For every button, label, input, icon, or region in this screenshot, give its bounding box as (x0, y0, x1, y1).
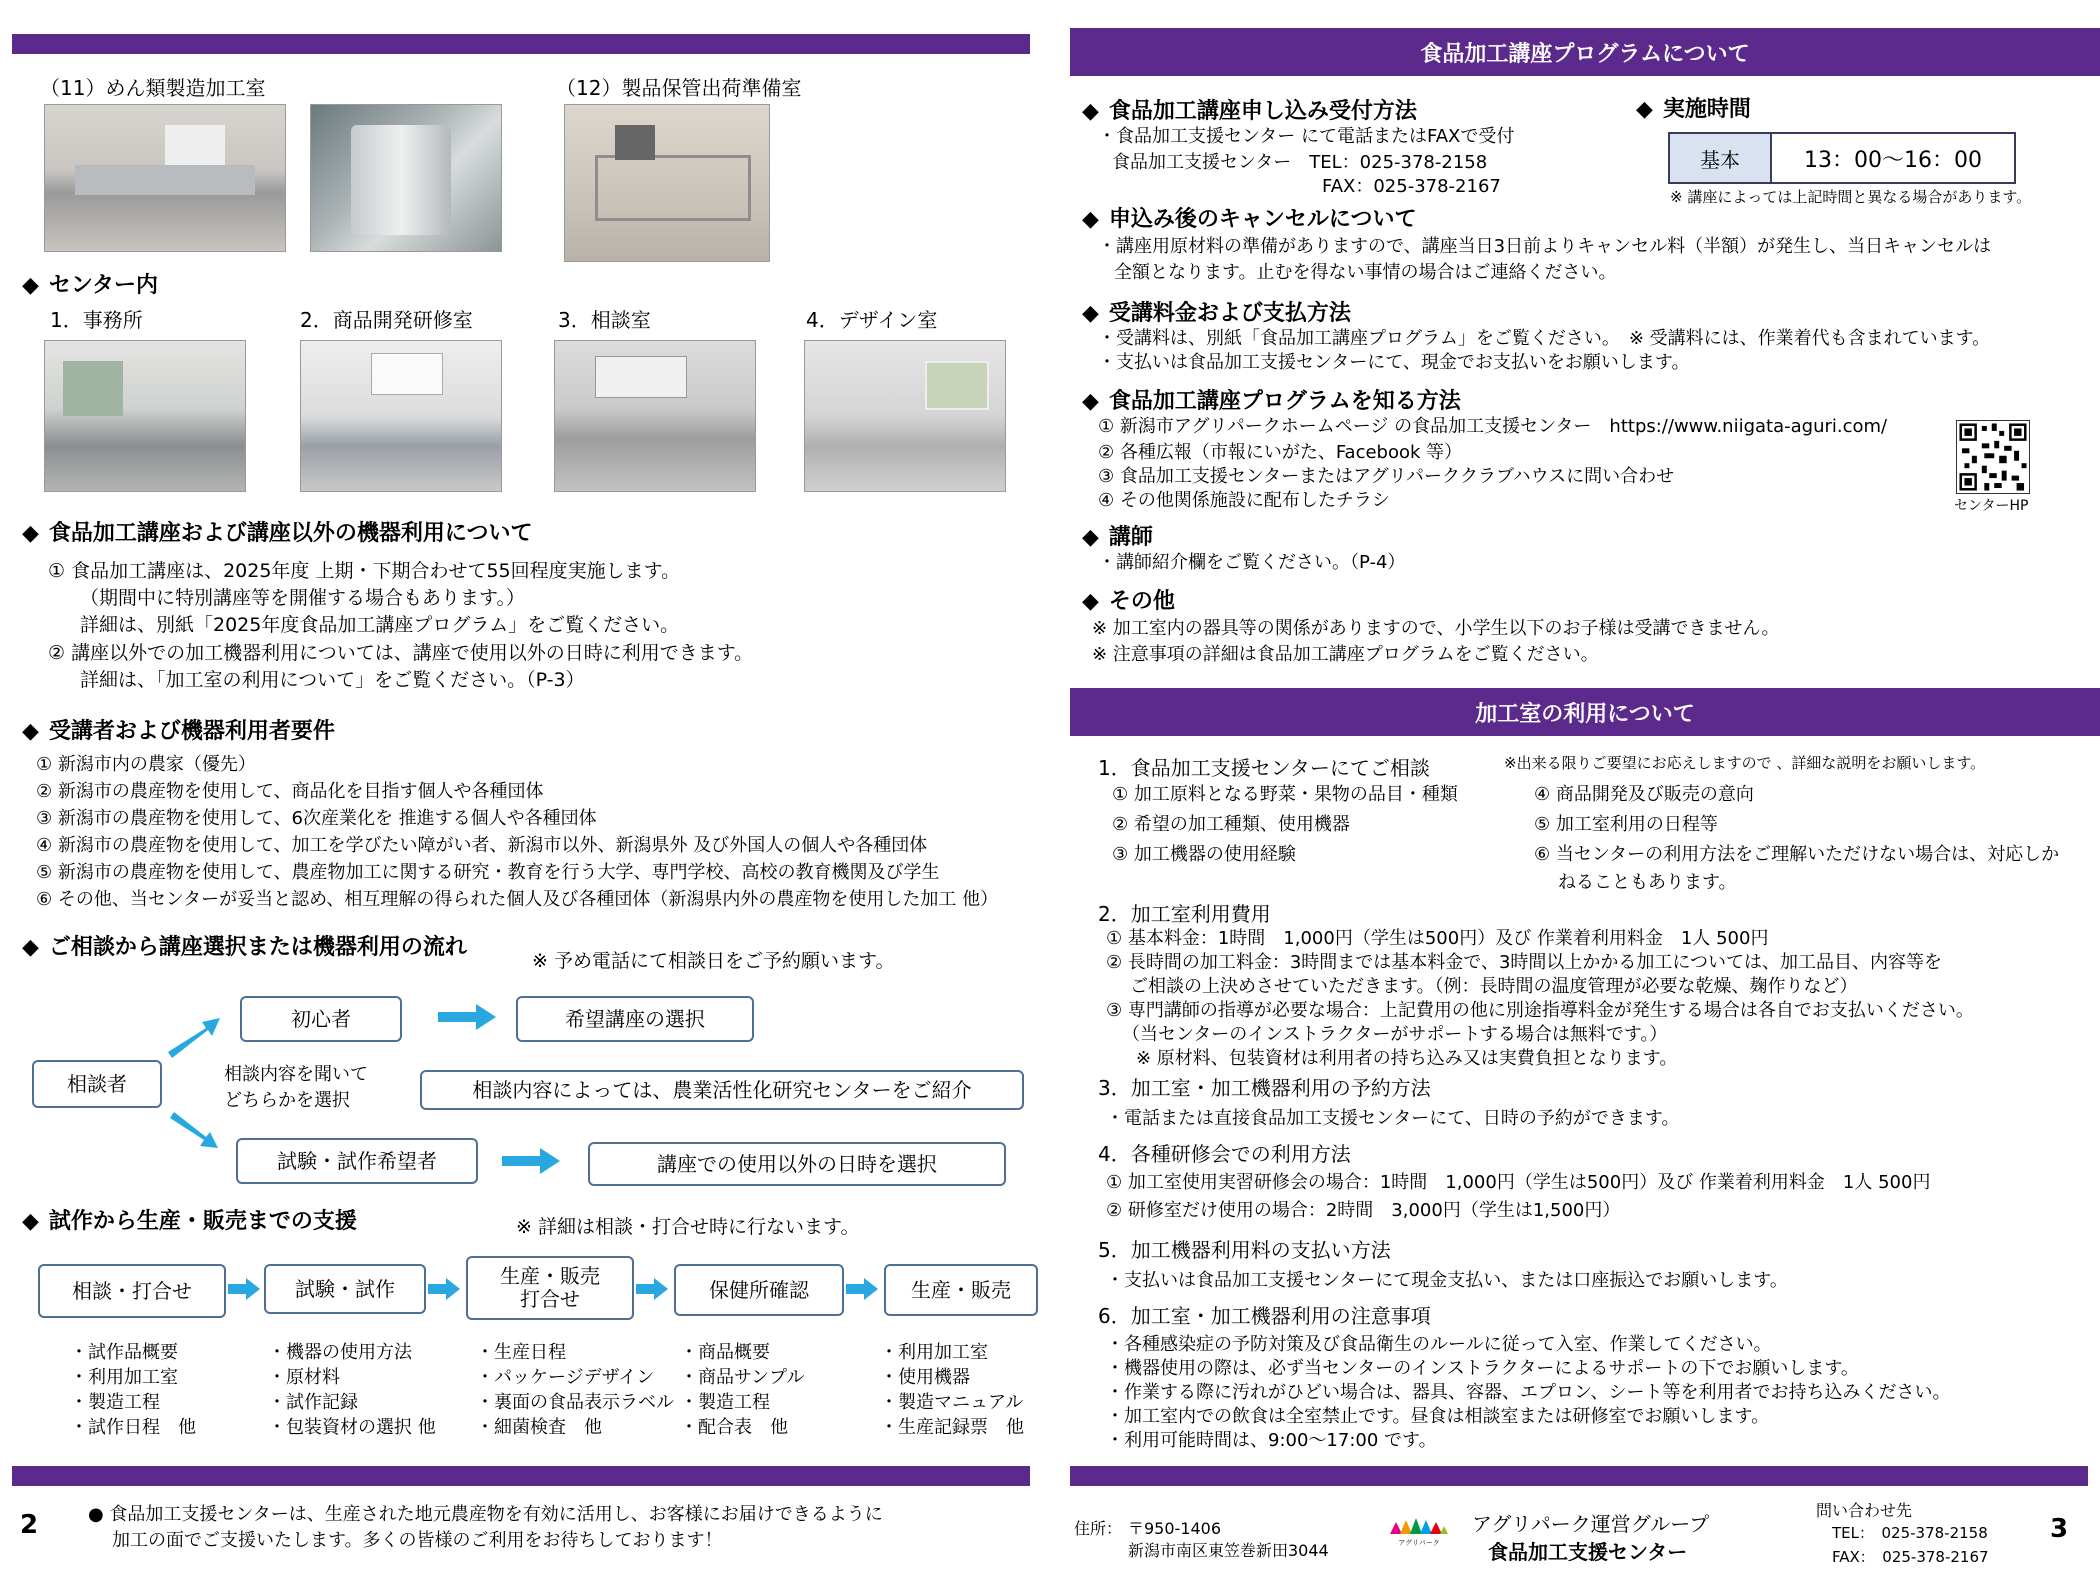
s1-line-3: 詳細は、別紙「2025年度食品加工講座プログラム」をご覧ください。 (80, 614, 680, 636)
section-cancel-title: ◆ 申込み後のキャンセルについて (1082, 207, 1417, 232)
s2-line-2: ② 新潟市の農産物を使用して、商品化を目指す個人や各種団体 (36, 781, 544, 802)
qr-code-icon[interactable] (1956, 420, 2030, 494)
section-equipment-title: ◆ 食品加工講座および講座以外の機器利用について (22, 521, 533, 546)
section-fee-title: ◆ 受講料金および支払方法 (1082, 301, 1351, 326)
bottom-bar-right (1070, 1466, 2088, 1486)
step5-item: ・利用加工室 (880, 1342, 988, 1363)
page-number-right: 3 (2050, 1514, 2069, 1544)
step2-item: ・原材料 (268, 1367, 340, 1388)
cost-line-2: ② 長時間の加工料金：3時間までは基本料金で、3時間以上かかる加工については、加工品目、内容等を (1106, 952, 1943, 973)
info-line-4: ④ その他関係施設に配布したチラシ (1098, 490, 1390, 511)
agripark-logo-icon (1386, 1512, 1452, 1548)
flow-select-text-1: 相談内容を聞いて (224, 1064, 368, 1085)
caution-title: 6．加工室・加工機器利用の注意事項 (1098, 1304, 1431, 1328)
s1-line-2: （期間中に特別講座等を開催する場合もあります。） (80, 587, 525, 609)
caution-line-2: ・機器使用の際は、必ず当センターのインストラクターによるサポートの下でお願いします。 (1106, 1358, 1859, 1379)
step-items-2 (268, 1340, 436, 1440)
s2-line-1: ① 新潟市内の農家（優先） (36, 754, 256, 775)
step1-item: ・製造工程 (70, 1392, 160, 1413)
application-line-1: ・食品加工支援センター にて電話またはFAXで受付 (1098, 126, 1515, 147)
consult-right-2: ⑤ 加工室利用の日程等 (1534, 814, 1718, 835)
flow-note: ※ 予め電話にて相談日をご予約願います。 (532, 950, 895, 972)
section-requirements-title: ◆ 受講者および機器利用者要件 (22, 719, 335, 744)
step3-item: ・パッケージデザイン (476, 1367, 655, 1388)
s1-line-1: ① 食品加工講座は、2025年度 上期・下期合わせて55回程度実施します。 (48, 560, 681, 582)
step-consult-box: 相談・打合せ (38, 1264, 226, 1318)
section-flow-title: ◆ ご相談から講座選択または機器利用の流れ (22, 935, 467, 960)
bottom-bar-left (12, 1466, 1030, 1486)
caution-line-5: ・利用可能時間は、9:00～17:00 です。 (1106, 1430, 1437, 1451)
reservation-line: ・電話または直接食品加工支援センターにて、日時の予約ができます。 (1106, 1108, 1680, 1129)
flow-select-course-box: 希望講座の選択 (516, 996, 754, 1042)
step-arrow-icon-4 (846, 1278, 878, 1300)
cost-line-6: ※ 原材料、包装資材は利用者の持ち込み又は実費負担となります。 (1136, 1048, 1678, 1069)
step5-item: ・生産記録票 他 (880, 1417, 1024, 1438)
org-name-1: アグリパーク運営グループ (1472, 1512, 1710, 1536)
flow-select-text-2: どちらかを選択 (224, 1090, 350, 1111)
step3-item: ・生産日程 (476, 1342, 566, 1363)
room-label-3: 3．相談室 (558, 308, 651, 332)
time-value: 13：00～16：00 (1804, 147, 1982, 173)
caption-noodle-room: （11）めん類製造加工室 (40, 76, 266, 100)
room-label-1: 1．事務所 (50, 308, 143, 332)
instructor-line: ・講師紹介欄をご覧ください。（P-4） (1098, 552, 1406, 573)
flow-beginner-box: 初心者 (240, 996, 402, 1042)
caution-line-3: ・作業する際に汚れがひどい場合は、器具、容器、エプロン、シート等を利用者でお持ち込みください。 (1106, 1382, 1951, 1403)
consult-right-1: ④ 商品開発及び販売の意向 (1534, 784, 1754, 805)
footer-line-1: ● 食品加工支援センターは、生産された地元農産物を有効に活用し、お客様にお届けできるように (88, 1504, 883, 1525)
page-number-left: 2 (20, 1510, 39, 1540)
step-items-4 (680, 1340, 804, 1440)
training-line-2: ② 研修室だけ使用の場合：2時間 3,000円（学生は1,500円） (1106, 1200, 1621, 1221)
header-processing-room: 加工室の利用について (1070, 688, 2100, 736)
step2-item: ・試作記録 (268, 1392, 358, 1413)
s1-line-4: ② 講座以外での加工機器利用については、講座で使用以外の日時に利用できます。 (48, 642, 754, 664)
s2-line-5: ⑤ 新潟市の農産物を使用して、農産物加工に関する研究・教育を行う大学、専門学校、高校の教育機関及び学生 (36, 862, 940, 883)
cost-line-4: ③ 専門講師の指導が必要な場合：上記費用の他に別途指導料金が発生する場合は各自でお支払いください。 (1106, 1000, 1974, 1021)
contact-tel: TEL： 025-378-2158 (1832, 1524, 1988, 1542)
step2-item: ・包装資材の選択 他 (268, 1417, 436, 1438)
header-program: 食品加工講座プログラムについて (1070, 28, 2100, 76)
section-application-title: ◆ 食品加工講座申し込み受付方法 (1082, 99, 1417, 124)
step3-item: ・細菌検査 他 (476, 1417, 602, 1438)
step-production-meeting-line-2: 打合せ (520, 1287, 580, 1311)
consult-right-4: ねることもあります。 (1558, 872, 1737, 893)
reservation-title: 3．加工室・加工機器利用の予約方法 (1098, 1076, 1431, 1100)
logo-text: アグリパーク (1398, 1539, 1440, 1547)
org-name-2: 食品加工支援センター (1488, 1540, 1688, 1564)
step5-item: ・製造マニュアル (880, 1392, 1024, 1413)
info-line-2: ② 各種広報（市報にいがた、Facebook 等） (1098, 442, 1463, 463)
section-support-title: ◆ 試作から生産・販売までの支援 (22, 1209, 357, 1234)
training-title: 4．各種研修会での利用方法 (1098, 1142, 1351, 1166)
time-note: ※ 講座によっては上記時間と異なる場合があります。 (1670, 188, 2032, 206)
step-arrows (0, 0, 1040, 1320)
consult-left-2: ② 希望の加工種類、使用機器 (1112, 814, 1350, 835)
consult-left-3: ③ 加工機器の使用経験 (1112, 844, 1296, 865)
flow-trial-box: 試験・試作希望者 (236, 1138, 478, 1184)
other-line-1: ※ 加工室内の器具等の関係がありますので、小学生以下のお子様は受講できません。 (1092, 618, 1780, 639)
section-info-title: ◆ 食品加工講座プログラムを知る方法 (1082, 389, 1461, 414)
step4-item: ・製造工程 (680, 1392, 770, 1413)
consult-title: 1．食品加工支援センターにてご相談 (1098, 756, 1430, 780)
step1-item: ・試作日程 他 (70, 1417, 196, 1438)
fee-line-1: ・受講料は、別紙「食品加工講座プログラム」をご覧ください。 ※ 受講料には、作業着代も含まれています。 (1098, 328, 1991, 349)
section-time-title: ◆ 実施時間 (1636, 97, 1751, 122)
fee-line-2: ・支払いは食品加工支援センターにて、現金でお支払いをお願いします。 (1098, 352, 1690, 373)
step3-item: ・裏面の食品表示ラベル (476, 1392, 674, 1413)
consult-note: ※出来る限りご要望にお応えしますので 、詳細な説明をお願いします。 (1504, 754, 1986, 772)
address-label: 住所： (1074, 1519, 1123, 1538)
room-label-4: 4．デザイン室 (806, 308, 938, 332)
flow-referral-box: 相談内容によっては、農業活性化研究センターをご紹介 (420, 1070, 1024, 1110)
section-other-title: ◆ その他 (1082, 589, 1175, 614)
qr-label: センターHP (1954, 498, 2029, 514)
step4-item: ・商品サンプル (680, 1367, 805, 1388)
room-label-2: 2．商品開発研修室 (300, 308, 473, 332)
time-label: 基本 (1670, 134, 1772, 182)
cost-line-3: ご相談の上決めさせていただきます。（例：長時間の温度管理が必要な乾燥、麹作りなど） (1130, 976, 1858, 997)
cancel-line-1: ・講座用原材料の準備がありますので、講座当日3日前よりキャンセル料（半額）が発生し、当日キャンセルは (1098, 236, 1992, 257)
caption-storage-room: （12）製品保管出荷準備室 (556, 76, 802, 100)
step-arrow-icon-2 (428, 1278, 460, 1300)
step5-item: ・使用機器 (880, 1367, 970, 1388)
step-health-check-box: 保健所確認 (674, 1264, 844, 1316)
contact-fax: FAX： 025-378-2167 (1832, 1548, 1989, 1566)
s1-line-5: 詳細は、「加工室の利用について」をご覧ください。（P-3） (80, 669, 585, 691)
flow-consultant-box: 相談者 (32, 1060, 162, 1108)
info-line-1: ① 新潟市アグリパークホームページ の食品加工支援センター https://www.niigata-aguri.com/ (1098, 416, 1888, 437)
cost-title: 2．加工室利用費用 (1098, 902, 1271, 926)
step4-item: ・商品概要 (680, 1342, 770, 1363)
step1-item: ・利用加工室 (70, 1367, 178, 1388)
s2-line-6: ⑥ その他、当センターが妥当と認め、相互理解の得られた個人及び各種団体（新潟県内外の農産物を使用した加工 他） (36, 889, 999, 910)
caution-line-1: ・各種感染症の予防対策及び食品衛生のルールに従って入室、作業してください。 (1106, 1334, 1772, 1355)
consult-right-3: ⑥ 当センターの利用方法をご理解いただけない場合は、対応しか (1534, 844, 2060, 865)
s2-line-3: ③ 新潟市の農産物を使用して、6次産業化を 推進する個人や各種団体 (36, 808, 597, 829)
contact-title: 問い合わせ先 (1816, 1501, 1913, 1520)
other-line-2: ※ 注意事項の詳細は食品加工講座プログラムをご覧ください。 (1092, 644, 1599, 665)
payment-line: ・支払いは食品加工支援センターにて現金支払い、または口座振込でお願いします。 (1106, 1270, 1788, 1291)
time-table (1668, 132, 2016, 184)
training-line-1: ① 加工室使用実習研修会の場合：1時間 1,000円（学生は500円）及び 作業着利用料金 1人 500円 (1106, 1172, 1931, 1193)
step-items-3 (476, 1340, 674, 1440)
step-arrow-icon-3 (636, 1278, 668, 1300)
consult-left-1: ① 加工原料となる野菜・果物の品目・種類 (1112, 784, 1458, 805)
cost-line-1: ① 基本料金：1時間 1,000円（学生は500円）及び 作業着利用料金 1人 500円 (1106, 928, 1769, 949)
section-center-title: ◆ センター内 (22, 273, 159, 298)
section-instructor-title: ◆ 講師 (1082, 525, 1153, 550)
caution-line-4: ・加工室内での飲食は全室禁止です。昼食は相談室または研修室でお願いします。 (1106, 1406, 1770, 1427)
step2-item: ・機器の使用方法 (268, 1342, 412, 1363)
footer-line-2: 加工の面でご支援いたします。多くの皆様のご利用をお待ちしております！ (112, 1530, 723, 1551)
cancel-line-2: 全額となります。止むを得ない事情の場合はご連絡ください。 (1114, 262, 1617, 283)
address-postal: 〒950-1406 (1128, 1519, 1222, 1538)
support-note: ※ 詳細は相談・打合せ時に行ないます。 (516, 1216, 860, 1238)
address-street: 新潟市南区東笠巻新田3044 (1128, 1541, 1329, 1560)
step-items-5 (880, 1340, 1024, 1440)
step-production-sales-box: 生産・販売 (884, 1264, 1038, 1316)
info-line-3: ③ 食品加工支援センターまたはアグリパーククラブハウスに問い合わせ (1098, 466, 1675, 487)
step4-item: ・配合表 他 (680, 1417, 788, 1438)
application-line-2: 食品加工支援センター TEL：025-378-2158 (1112, 152, 1488, 173)
s2-line-4: ④ 新潟市の農産物を使用して、加工を学びたい障がい者、新潟市以外、新潟県外 及び外国人の個人や各種団体 (36, 835, 928, 856)
step1-item: ・試作品概要 (70, 1342, 178, 1363)
application-line-3: FAX：025-378-2167 (1322, 176, 1501, 197)
cost-line-5: （当センターのインストラクターがサポートする場合は無料です。） (1122, 1024, 1668, 1045)
step-production-meeting-line-1: 生産・販売 (500, 1264, 600, 1288)
payment-title: 5．加工機器利用料の支払い方法 (1098, 1238, 1391, 1262)
flow-schedule-box: 講座での使用以外の日時を選択 (588, 1142, 1006, 1186)
step-trial-box: 試験・試作 (264, 1264, 426, 1314)
step-items-1 (70, 1340, 196, 1440)
step-arrow-icon-1 (228, 1278, 260, 1300)
